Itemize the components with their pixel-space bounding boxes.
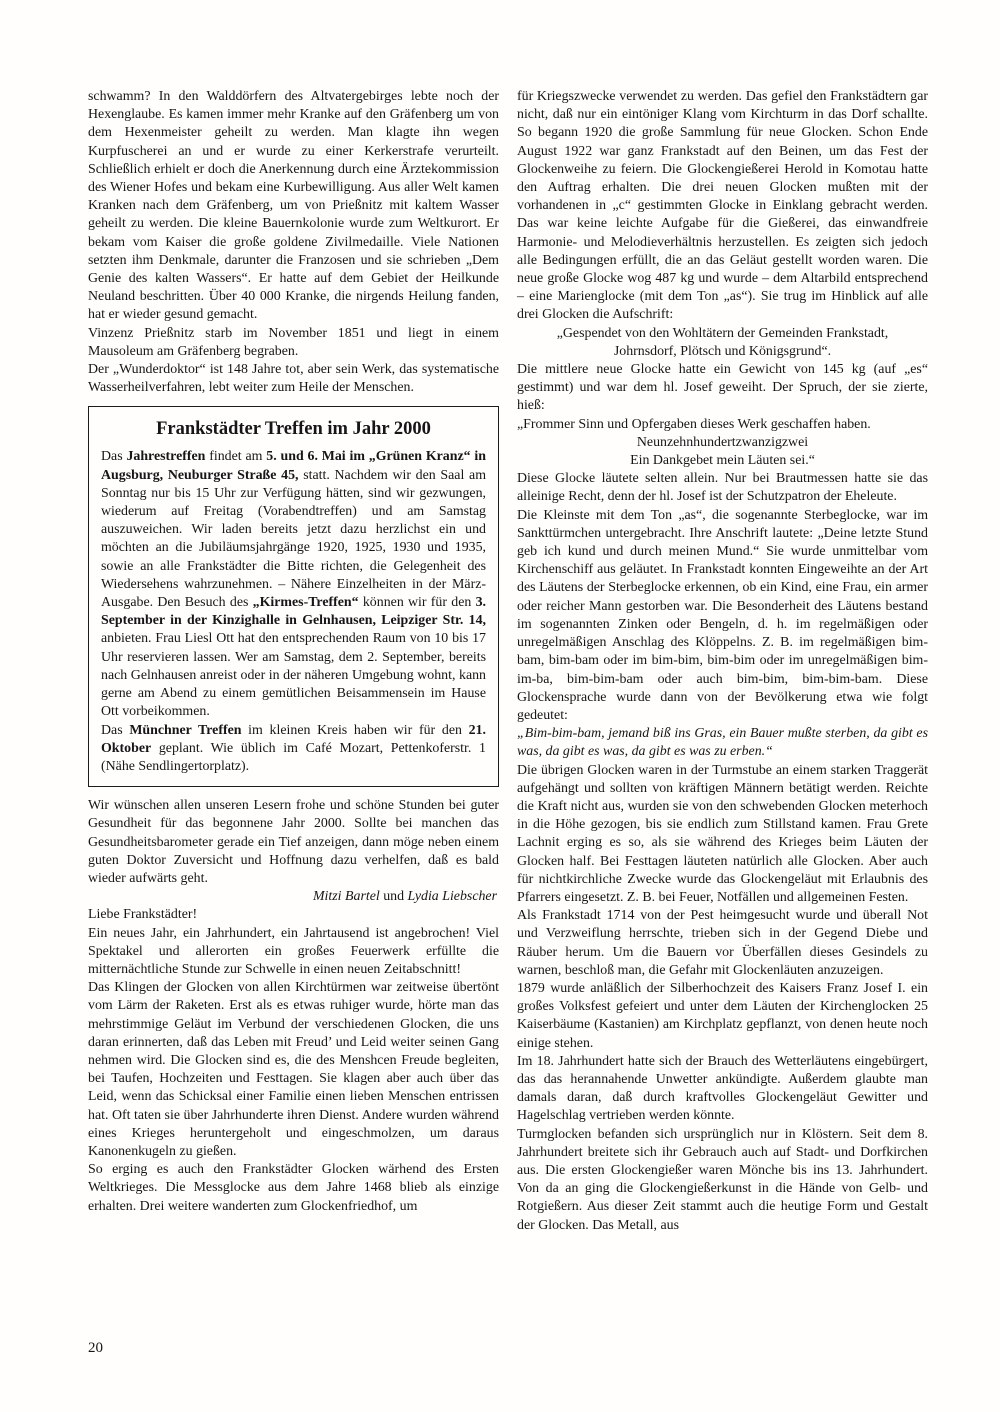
paragraph: Die mittlere neue Glocke hatte ein Gewicht von 145 kg (auf „es“ gestimmt) und war dem hl. Josef geweiht. Der Spruch, der sie zierte, hieß: xyxy=(517,362,928,414)
two-column-layout xyxy=(88,88,928,1235)
inscription-line: Johrnsdorf, Plötsch und Königsgrund“. xyxy=(613,343,832,359)
text-segment: Münchner Treffen xyxy=(129,722,242,738)
paragraph: Ein neues Jahr, ein Jahrhundert, ein Jahrtausend ist angebrochen! Viel Spektakel und allerorten ein großes Feuerwerk erfüllte die mitternächtliche Stunde zur Schwelle in einen neuen Zeitabschnitt! xyxy=(88,925,499,977)
text-segment: Lydia Liebscher xyxy=(407,889,497,905)
text-segment: Das xyxy=(101,449,127,465)
paragraph: für Kriegszwecke verwendet zu werden. Das gefiel den Frankstädtern gar nicht, daß nur ein eintöniger Klang vom Kirchturm in das Dorf schallte. So begann 1920 die große Sammlung für neue Glocken. Schon Ende August 1922 war ganz Frankstadt auf den Beinen, um das Fest der Glockenweihe zu feiern. Die Glockengießerei Herold in Komotau hatte den Auftrag erhalten. Die drei neuen Glocken mußten mit der vorhandenen in „c“ gestimmten Glocke in Einklang gebracht werden. Das war keine leichte Aufgabe für die Gießerei, das einwandfreie Harmonie- und Melodieverhältnis herzustellen. Es zeigten sich jedoch alle Bedingungen erfüllt, die an das Geläut gestellt worden waren. Die neue große Glocke wog 487 kg und wurde – dem Altarbild entsprechend – eine Marienglocke (mit dem Ton „as“). Sie trug im Hinblick auf alle drei Glocken die Aufschrift: xyxy=(517,89,928,323)
text-segment: und xyxy=(379,889,408,905)
text-segment: anbieten. Frau Liesl Ott hat den entsprechenden Raum von 10 bis 17 Uhr reservieren lassen. Wer am Samstag, dem 2. September, bereits nach Gelnhausen anreist oder in der näheren Umgebung wohnt, kann gerne am Abend zu einem gemütlichen Beisammensein im Hause Ott vorbeikommen. xyxy=(101,631,486,720)
paragraph: Wir wünschen allen unseren Lesern frohe und schöne Stunden bei guter Gesundheit für das begonnene Jahr 2000. Sollte bei manchen das Gesundheitsbarometer gerade ein Tief anzeigen, dann möge neben einem guten Doktor Zuversicht und Hoffnung dazu verhelfen, daß es bald wieder aufwärts geht. xyxy=(88,798,499,886)
verse-line: Ein Dankgebet mein Läuten sei.“ xyxy=(630,453,815,469)
inscription-line: „Gespendet von den Wohltätern der Gemeinden Frankstadt, xyxy=(556,325,889,341)
text-segment: 5. und 6. Mai im „Grünen Kranz“ in Augsburg, Neuburger Straße 45, xyxy=(101,449,486,483)
verse-line: „Frommer Sinn und Opfergaben dieses Werk geschaffen haben. xyxy=(517,416,871,432)
text-segment: 3. September in der Kinzighalle in Gelnhausen, Leipziger Str. 14, xyxy=(101,595,486,629)
text-segment: statt. Nachdem wir den Saal am Sonntag nur bis 15 Uhr zur Verfügung hätten, sind wir gezwungen, wiederum auf Freitag (Vorabendtreffen) und am Samstag auszuweichen. Wir laden bereits jetzt dazu herzlichst ein und möchten an die Jubiläumsjahrgänge 1920, 1925, 1930 und 1935, sowie an alle Frankstädter die Bitte richten, die Gelegenheit des Wiedersehens wahrzunehmen. – Nähere Einzelheiten in der März-Ausgabe. Den Besuch des xyxy=(101,467,486,611)
paragraph xyxy=(101,448,486,721)
paragraph: So erging es auch den Frankstädter Glocken wärhend des Ersten Weltkrieges. Die Messglocke aus dem Jahre 1468 blieb als einzige erhalten. Drei weitere wanderten zum Glockenfriedhof, um xyxy=(88,1162,499,1214)
bell-saying-quote: „Bim-bim-bam, jemand biß ins Gras, ein Bauer mußte sterben, da gibt es was, da gibt es was, da gibt es was zu erben.“ xyxy=(517,726,928,760)
paragraph xyxy=(101,722,486,777)
text-segment: können wir für den xyxy=(358,595,476,611)
text-segment: geplant. Wie üblich im Café Mozart, Pettenkoferstr. 1 (Nähe Sendlingertorplatz). xyxy=(101,740,486,774)
announcement-box xyxy=(88,406,499,787)
paragraph: Das Klingen der Glocken von allen Kirchtürmen war zeitweise übertönt vom Lärm der Raketen. Erst als es etwas ruhiger wurde, hörte man das mehrstimmige Geläut im Verbund der verschiedenen Glocken, die uns daran erinnerten, daß das Leben mit Freud’ und Leid weiter seinen Gang nehmen wird. Die Glocken sind es, die des Menshcen Freude begleiten, bei Taufen, Hochzeiten und Festtagen. Sie klagen aber auch über das Leid, wenn das Schicksal einer Familie einen lieben Menschen entrissen hat. Oft taten sie über Jahrhunderte ihren Dienst. Andere wurden während eines Krieges heruntergeholt und eingeschmolzen, um daraus Kanonenkugeln zu gießen. xyxy=(88,980,499,1159)
paragraph: Als Frankstadt 1714 von der Pest heimgesucht wurde und überall Not und Verzweiflung herrschte, trieben sich in der Gegend Diebe und Räuber herum. Um die Bauern vor Überfällen dieses Gesindels zu warnen, beschloß man, die Gefahr mit Glockenläuten anzuzeigen. xyxy=(517,908,928,978)
text-segment: im kleinen Kreis haben wir für den xyxy=(241,722,469,738)
left-column xyxy=(88,88,499,1235)
paragraph: Im 18. Jahrhundert hatte sich der Brauch des Wetterläutens eingebürgert, das das herannahende Unwetter ankündigte. Außerdem glaubte man damals daran, daß durch kraftvolles Glockengeläut Gewitter und Hagelschlag vertrieben werden könnte. xyxy=(517,1053,928,1124)
text-segment: Mitzi Bartel xyxy=(312,889,380,905)
page-number: 20 xyxy=(88,1340,103,1356)
paragraph: 1879 wurde anläßlich der Silberhochzeit des Kaisers Franz Josef I. ein großes Volksfest gefeiert und unter dem Läuten der Kirchenglocken 25 Kaiserbäume (Kastanien) am Kirchplatz gepflanzt, von denen heute noch einige stehen. xyxy=(517,980,928,1051)
paragraph: Der „Wunderdoktor“ ist 148 Jahre tot, aber sein Werk, das systematische Wasserheilverfahren, lebt weiter zum Heile der Menschen. xyxy=(88,362,499,396)
paragraph: Vinzenz Prießnitz starb im November 1851 und liegt in einem Mausoleum am Gräfenberg begraben. xyxy=(88,325,499,359)
text-segment: findet am xyxy=(205,449,267,465)
text-segment: „Kirmes-Treffen“ xyxy=(252,595,359,611)
text-segment: 21. Oktober xyxy=(101,722,487,756)
paragraph: Turmglocken befanden sich ursprünglich nur in Klöstern. Seit dem 8. Jahrhundert breitete sich ihr Gebrauch auch auf Stadt- und Dorfkirchen aus. Die ersten Glockengießer waren Mönche bis ins 13. Jahrhundert. Von da an ging die Glockengießerkunst in die Hände von Gelb- und Rotgießern. Aus dieser Zeit stammt auch die heutige Form und Gestalt der Glocken. Das Metall, aus xyxy=(517,1126,928,1233)
text-segment: Jahrestreffen xyxy=(126,449,206,465)
paragraph: Diese Glocke läutete selten allein. Nur bei Brautmessen hatte sie das alleinige Recht, denn der hl. Josef ist der Schutzpatron der Eheleute. xyxy=(517,471,928,505)
paragraph: schwamm? In den Walddörfern des Altvatergebirges lebte noch der Hexenglaube. Es kamen immer mehr Kranke auf den Gräfenberg um von dem Hexenmeister geheilt zu werden. Man klagte ihn wegen Kurpfuscherei an und er wurde zu einer Kerkerstrafe verurteilt. Schließlich erhielt er doch die Anerkennung durch eine Ärztekommission des Wiener Hofes und bekam eine Kurbewilligung. Aus aller Welt kamen Kranken nach dem Gräfenberg, um von Prießnitz mit kaltem Wasser geheilt zu werden. Die kleine Bauernkolonie wurde zum Weltkurort. Er bekam vom Kaiser die große goldene Zivilmedaille. Viele Nationen setzten ihm Denkmale, darunter die Franzosen und sie schrieben „Dem Genie des kalten Wassers“. Er hatte auf dem Gebiet der Heilkunde Neuland beschritten. Über 40 000 Kranke, die nirgends Heilung fanden, hat er wieder gesund gemacht. xyxy=(88,89,499,323)
text-segment: Das xyxy=(101,722,130,738)
verse-line: Neunzehnhundertzwanzigzwei xyxy=(636,434,809,450)
right-column xyxy=(517,88,928,1235)
salutation: Liebe Frankstädter! xyxy=(88,907,198,923)
paragraph: Die übrigen Glocken waren in der Turmstube an einem starken Traggerät aufgehängt und sollten von kräftigen Männern betätigt werden. Reichte die Kraft nicht aus, wurden sie von den schwebenden Glocken meterhoch in die Höhe gezogen, bis sie endlich zum Stillstand kamen. Frau Grete Lachnit erging es so, als sie während des Krieges beim Läuten der Glocken half. Bei Festtagen läuteten natürlich alle Glocken. Aber auch für nichtkirchliche Zwecke wurde das Glockengeläut mit Erlaubnis des Pfarrers eingesetzt. Z. B. bei Feuer, Notfällen und allgemeinen Festen. xyxy=(517,762,928,905)
signature-line xyxy=(88,888,499,906)
announcement-title: Frankstädter Treffen im Jahr 2000 xyxy=(156,419,431,440)
paragraph: Die Kleinste mit dem Ton „as“, die sogenannte Sterbeglocke, war im Sankttürmchen untergebracht. Ihre Anschrift lautete: „Deine letzte Stund geb ich kund und durch meinen Mund.“ Sie wurde unmittelbar vom Kirchenschiff aus geläutet. In Frankstadt konnten Eingeweihte an der Art des Läutens der Sterbeglocke erkennen, ob ein Kind, eine Frau, ein armer oder reicher Mann gestorben war. Die Besonderheit des Läutens bestand im sogenannten Zinken oder Bengeln, d. h. im regelmäßigen oder unregelmäßigen Anschlag des Klöppelns. Z. B. im regelmäßigen bim-bam, bim-bam oder im bim-bim, bim-bim oder im unregelmäßigen bim-im-ba, bim-bim-bam oder auch bim-bim, bim-bim-bam. Diese Glockensprache wurde dann von der Bevölkerung etwa wie folgt gedeutet: xyxy=(517,507,928,723)
